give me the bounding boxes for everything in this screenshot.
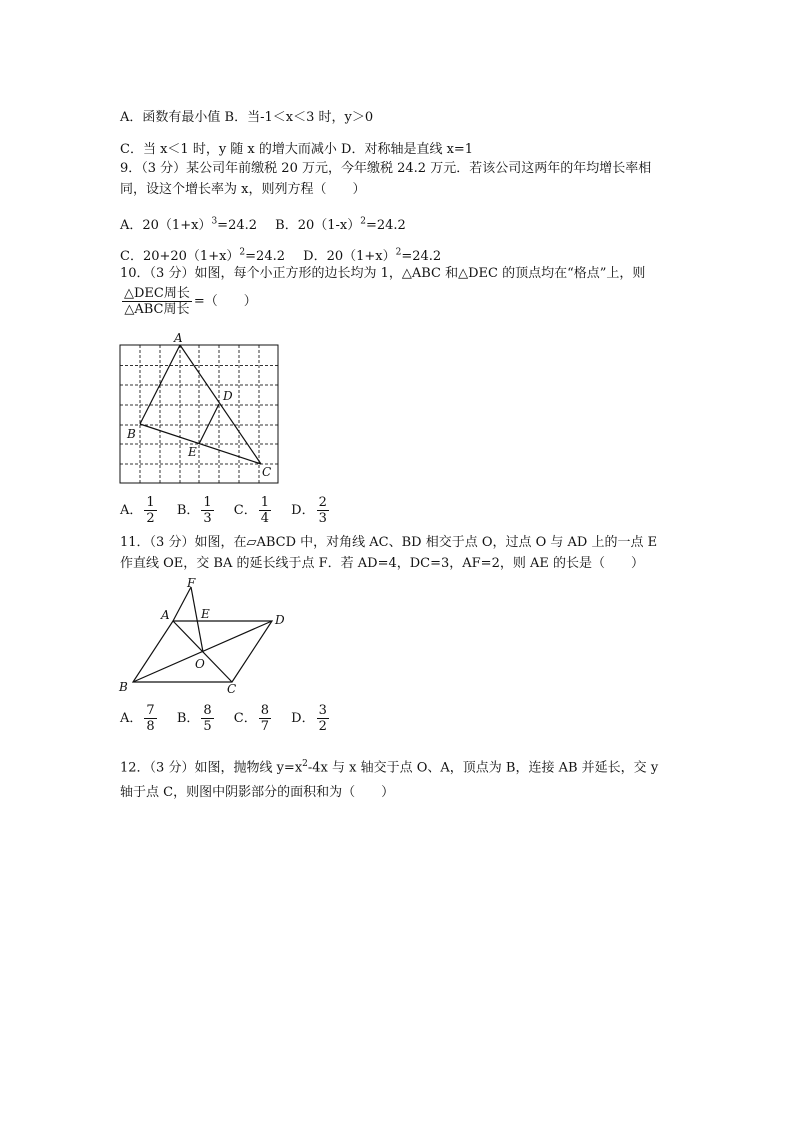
vertex-label-b: B <box>127 427 136 441</box>
q11-option-d: D． $\frac{3}{2}$ <box>291 703 327 734</box>
q12-stem-line-1: 12．（3 分）如图，抛物线 $y=x^2-4x$ 与 x 轴交于点 O、A，顶点为 B，连接 AB 并延长，交 y <box>120 759 659 776</box>
q11-stem-line-2: 作直线 OE，交 BA 的延长线于点 F．若 AD=4，DC=3，AF=2，则 AE 的长是（ ） <box>120 556 644 571</box>
q10-grid-figure <box>118 330 288 490</box>
vertex-label-d: D <box>275 613 285 627</box>
q11-option-b: B． $\frac{8}{5}$ <box>176 703 212 734</box>
q9-options-row-2 <box>120 244 455 266</box>
q10-option-c: C． $\frac{1}{4}$ <box>233 495 270 526</box>
q12-stem-line-2: 轴于点 C，则图中阴影部分的面积和为（ ） <box>120 785 395 800</box>
q9-option-b: B．$20(1-x)^2=24.2$ <box>275 217 406 234</box>
q9-stem-line-2: 同，设这个增长率为 x，则列方程（ ） <box>120 182 366 197</box>
vertex-label-c: C <box>227 682 237 696</box>
q10-stem-line-2: $\frac{\text{△DEC周长}}{\text{△ABC周长}}$ =（ ） <box>124 286 257 317</box>
q11-options <box>120 703 345 734</box>
q8-options-line-2: C．当 x＜1 时，y 随 x 的增大而减小 D．对称轴是直线 x=1 <box>120 142 474 157</box>
q9-stem-line-1: 9．（3 分）某公司年前缴税 20 万元，今年缴税 24.2 万元．若该公司这两年的年均增长率相 <box>120 161 652 176</box>
vertex-label-c: C <box>262 465 272 479</box>
vertex-label-e: E <box>188 445 197 459</box>
vertex-label-a: A <box>161 608 170 622</box>
q11-parallelogram-figure <box>115 575 295 700</box>
q9-option-d: D．$20(1+x)^2=24.2$ <box>303 248 442 265</box>
vertex-label-o: O <box>195 657 205 671</box>
q9-option-a: A．$20(1+x)^3=24.2$ <box>120 217 258 234</box>
vertex-label-d: D <box>223 389 233 403</box>
q10-option-b: B． $\frac{1}{3}$ <box>176 495 212 526</box>
q11-option-c: C． $\frac{8}{7}$ <box>233 703 270 734</box>
q10-options <box>120 495 345 526</box>
q10-option-a: A． $\frac{1}{2}$ <box>120 495 155 526</box>
vertex-label-b: B <box>119 680 128 694</box>
vertex-label-e: E <box>201 607 210 621</box>
vertex-label-f: F <box>187 576 196 590</box>
q9-option-c: C．$20+20(1+x)^2=24.2$ <box>120 248 285 265</box>
q10-stem-line-1: 10．（3 分）如图，每个小正方形的边长均为 1，△ABC 和△DEC 的顶点均在“格点”上，则 <box>120 266 646 281</box>
q10-perimeter-ratio: $\frac{\text{△DEC周长}}{\text{△ABC周长}}$ <box>124 286 190 317</box>
vertex-label-a: A <box>174 331 183 345</box>
q11-option-a: A． $\frac{7}{8}$ <box>120 703 155 734</box>
q8-options-line-1: A．函数有最小值 B．当-1＜x＜3 时，y＞0 <box>120 110 374 125</box>
q11-stem-line-1: 11．（3 分）如图，在▱ABCD 中，对角线 AC、BD 相交于点 O，过点 O 与 AD 上的一点 E <box>120 535 658 550</box>
q10-option-d: D． $\frac{2}{3}$ <box>291 495 327 526</box>
q9-options-row-1 <box>120 213 420 235</box>
